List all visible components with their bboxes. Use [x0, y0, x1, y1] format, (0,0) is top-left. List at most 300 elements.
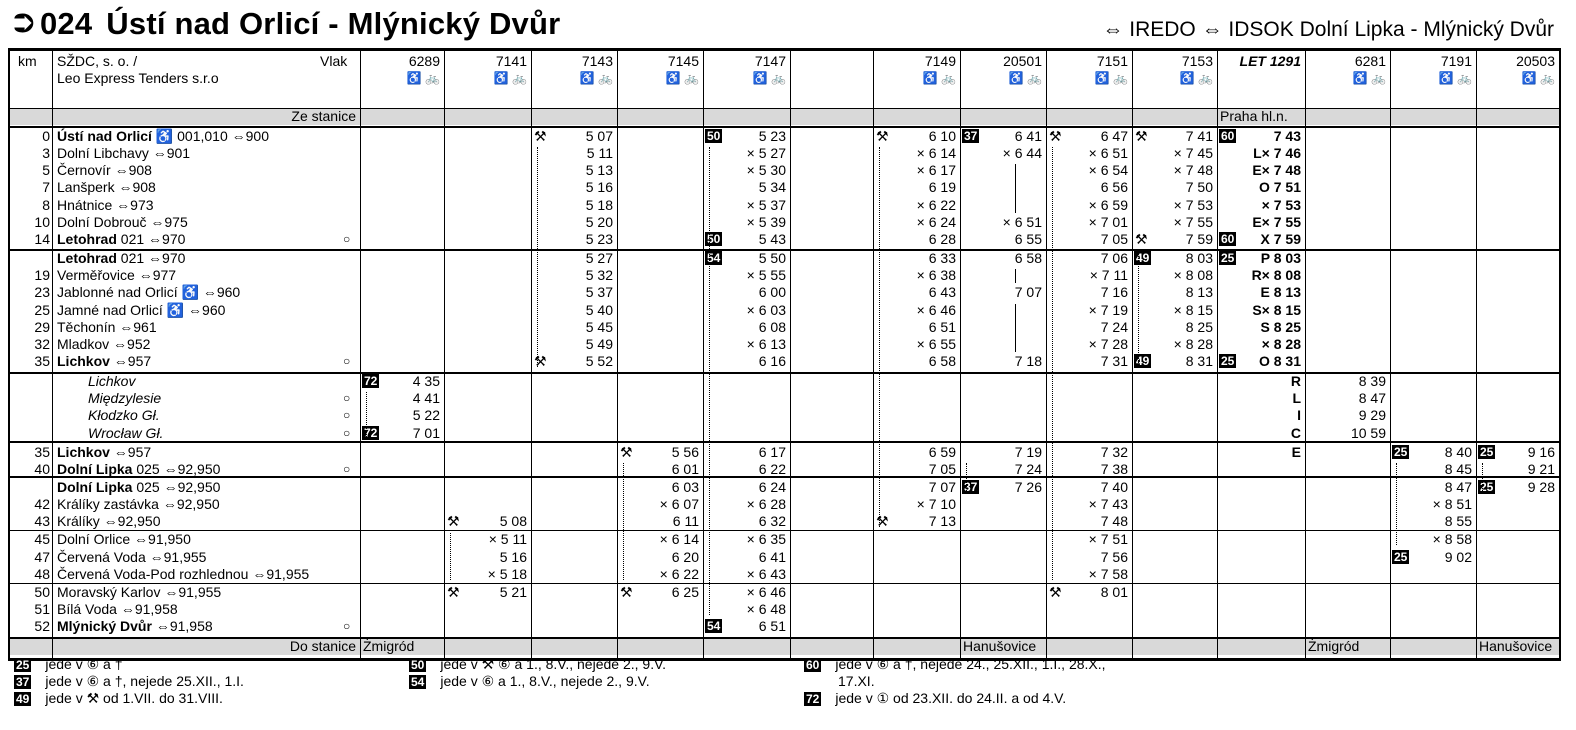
station-name: Červená Voda-Pod rozhlednou ⇔91,955 [57, 565, 310, 582]
from-station-label: Ze stanice [291, 108, 356, 124]
departure-time: 5 16 [499, 548, 527, 565]
departure-time: 6 03 [671, 479, 699, 495]
departure-time: 7 06 [1100, 250, 1128, 267]
km-value: 8 [42, 196, 50, 213]
departure-time: × 6 22 [916, 196, 956, 213]
stop-circle-icon: ○ [343, 425, 351, 440]
departure-time: × 6 46 [916, 301, 956, 318]
departure-time: 6 11 [672, 513, 699, 530]
note-badge: 25 [1480, 480, 1494, 494]
departure-time: 5 20 [585, 213, 613, 230]
departure-time: 7 56 [1100, 548, 1128, 565]
column-divider [360, 51, 361, 658]
note-badge: 60 [1221, 129, 1235, 143]
note-badge: 25 [1480, 444, 1494, 459]
train-accessibility-icons: ♿ 🚲 [1008, 71, 1042, 85]
departure-time: × 7 28 [1088, 335, 1128, 352]
km-value: 5 [42, 162, 50, 179]
note-badge: 25 [1394, 444, 1408, 459]
departure-time: 7 18 [1014, 352, 1042, 369]
departure-time: O 8 31 [1258, 352, 1301, 369]
departure-time: × 7 19 [1088, 301, 1128, 318]
departure-time: 8 47 [1358, 390, 1386, 407]
note-badge: 54 [707, 251, 721, 266]
station-name: Jablonné nad Orlicí ♿ ⇔960 [57, 284, 241, 301]
stop-circle-icon: ○ [343, 231, 351, 246]
no-stop-line [366, 392, 371, 438]
departure-time: × 6 59 [1088, 196, 1128, 213]
departure-time: × 6 55 [916, 335, 956, 352]
station-name: Bílá Voda ⇔91,958 [57, 601, 178, 618]
departure-time: R× 8 08 [1251, 267, 1301, 284]
departure-time: E 8 13 [1260, 284, 1301, 301]
departure-time: × 6 48 [746, 601, 786, 618]
no-stop-line [1052, 147, 1057, 580]
station-name: Jamné nad Orlicí ♿ ⇔960 [57, 301, 226, 318]
departure-time: 5 45 [585, 318, 613, 335]
km-value: 23 [34, 284, 50, 301]
footnote-text: jede v ① od 23.XII. do 24.II. a od 4.V. [835, 690, 1067, 706]
departure-time: 5 43 [758, 230, 786, 247]
departure-time: 6 59 [928, 443, 956, 460]
departure-time: 5 34 [758, 179, 786, 196]
footnote-text: jede v ⚒ ⑥ a 1., 8.V., nejede 2., 9.V. [440, 656, 667, 672]
train-number: 20503 [1516, 53, 1555, 69]
train-number: 7143 [581, 53, 613, 69]
km-value: 43 [34, 513, 50, 530]
departure-time: 6 24 [758, 479, 786, 495]
no-stop-line [966, 463, 971, 493]
km-value: 47 [34, 548, 50, 565]
departure-time: L [1292, 390, 1301, 407]
station-name: Lichkov ⇔957 [57, 443, 152, 460]
stop-circle-icon: ○ [343, 391, 351, 406]
departure-time: 6 41 [1014, 128, 1042, 144]
km-value: 19 [34, 267, 50, 284]
departure-time: × 6 03 [746, 301, 786, 318]
departure-time: × 5 18 [487, 565, 527, 582]
departure-time: I [1297, 407, 1301, 424]
departure-time: × 7 45 [1173, 145, 1213, 162]
train-accessibility-icons: ♿ 🚲 [579, 71, 613, 85]
no-stop-line [1396, 463, 1401, 546]
station-name: Verměřovice ⇔977 [57, 267, 177, 284]
departure-time: 6 16 [758, 352, 786, 369]
footnote-badge: 72 [806, 692, 820, 706]
departure-time: 5 07 [585, 128, 613, 144]
departure-time: 5 37 [585, 284, 613, 301]
departure-time: E× 7 55 [1252, 213, 1301, 230]
station-name: Letohrad 021 ⇔970 [57, 230, 186, 247]
departure-time: 6 32 [758, 513, 786, 530]
departure-time: O 7 51 [1258, 179, 1301, 196]
train-number: 7153 [1181, 53, 1213, 69]
departure-time: 6 25 [671, 583, 699, 600]
departure-time: 4 41 [412, 390, 440, 407]
departure-time: 7 07 [928, 479, 956, 495]
departure-time: 6 47 [1100, 128, 1128, 144]
departure-time: 6 28 [928, 230, 956, 247]
pickaxe-icon: ⚒ [1135, 230, 1148, 247]
no-stop-line [1138, 252, 1143, 367]
stop-circle-icon: ○ [343, 461, 351, 476]
departure-time: 6 51 [758, 618, 786, 635]
from-station-value: Praha hl.n. [1220, 108, 1288, 124]
train-accessibility-icons: ♿ 🚲 [752, 71, 786, 85]
to-station-label: Do stanice [289, 638, 356, 654]
footnote [804, 656, 1106, 673]
stop-circle-icon: ○ [343, 408, 351, 423]
footnote [409, 656, 666, 673]
departure-time: 7 01 [412, 424, 440, 441]
train-number: 7145 [667, 53, 699, 69]
departure-time: 7 43 [1273, 128, 1301, 144]
footnote-text: jede v ⑥ a †, nejede 24., 25.XII., 1.I., 28.X., [835, 656, 1106, 672]
route-arrow-icon: ⮊ [14, 8, 34, 38]
departure-time: S 8 25 [1260, 318, 1301, 335]
train-accessibility-icons: ♿ 🚲 [922, 71, 956, 85]
train-accessibility-icons: ♿ 🚲 [665, 71, 699, 85]
departure-time: 5 13 [585, 162, 613, 179]
departure-time: 6 08 [758, 318, 786, 335]
train-number: 7191 [1440, 53, 1472, 69]
pass-through-line [1015, 269, 1016, 283]
footnote [14, 690, 223, 707]
departure-time: 6 00 [758, 284, 786, 301]
column-divider [790, 51, 791, 658]
departure-time: × 8 28 [1173, 335, 1213, 352]
departure-time: × 5 55 [746, 267, 786, 284]
departure-time: 8 45 [1444, 460, 1472, 477]
station-name: Těchonín ⇔961 [57, 318, 157, 335]
train-number: 7141 [495, 53, 527, 69]
departure-time: × 6 07 [659, 496, 699, 513]
departure-time: × 7 43 [1088, 496, 1128, 513]
pickaxe-icon: ⚒ [534, 128, 547, 144]
departure-time: × 7 01 [1088, 213, 1128, 230]
departure-time: 5 56 [671, 443, 699, 460]
pickaxe-icon: ⚒ [620, 443, 633, 460]
departure-time: 9 02 [1444, 548, 1472, 565]
departure-time: L× 7 46 [1253, 145, 1301, 162]
train-accessibility-icons: ♿ 🚲 [1438, 71, 1472, 85]
pickaxe-icon: ⚒ [1049, 128, 1062, 144]
departure-time: 7 50 [1185, 179, 1213, 196]
pickaxe-icon: ⚒ [447, 583, 460, 600]
station-name: Hnátnice ⇔973 [57, 196, 154, 213]
departure-time: 6 17 [758, 443, 786, 460]
pass-through-line [1015, 304, 1016, 352]
departure-time: 5 32 [585, 267, 613, 284]
footnote [838, 673, 875, 690]
departure-time: E× 7 48 [1252, 162, 1301, 179]
km-value: 7 [42, 179, 50, 196]
departure-time: × 6 24 [916, 213, 956, 230]
train-number: 20501 [1003, 53, 1042, 69]
km-value: 35 [34, 443, 50, 460]
departure-time: × 6 13 [746, 335, 786, 352]
departure-time: S× 8 15 [1252, 301, 1301, 318]
column-divider [1305, 51, 1306, 658]
station-name: Kłodzko Gł. [88, 407, 160, 424]
departure-time: × 6 44 [1002, 145, 1042, 162]
departure-time: 8 47 [1444, 479, 1472, 495]
departure-time: × 6 54 [1088, 162, 1128, 179]
km-header: km [18, 53, 37, 69]
departure-time: 10 59 [1350, 424, 1386, 441]
departure-time: 8 01 [1100, 583, 1128, 600]
departure-time: 5 49 [585, 335, 613, 352]
train-number: 7149 [924, 53, 956, 69]
departure-time: 5 16 [585, 179, 613, 196]
station-name: Dolní Dobrouč ⇔975 [57, 213, 188, 230]
departure-time: 7 32 [1100, 443, 1128, 460]
no-stop-line [537, 147, 542, 367]
column-divider [1390, 51, 1391, 658]
km-value: 10 [34, 213, 50, 230]
note-badge: 25 [1221, 251, 1235, 266]
departure-time: 6 51 [928, 318, 956, 335]
departure-time: 7 24 [1014, 460, 1042, 477]
km-value: 35 [34, 352, 50, 369]
departure-time: 8 55 [1444, 513, 1472, 530]
pickaxe-icon: ⚒ [876, 513, 889, 530]
departure-time: × 7 53 [1173, 196, 1213, 213]
departure-time: 7 31 [1100, 352, 1128, 369]
station-name: Letohrad 021 ⇔970 [57, 250, 186, 267]
note-badge: 37 [964, 480, 978, 494]
departure-time: 7 41 [1185, 128, 1213, 144]
km-value: 14 [34, 230, 50, 247]
departure-time: × 8 08 [1173, 267, 1213, 284]
km-value: 45 [34, 531, 50, 548]
column-divider [1476, 51, 1477, 658]
train-number: 6281 [1354, 53, 1386, 69]
train-accessibility-icons: ♿ 🚲 [1179, 71, 1213, 85]
note-badge: 25 [1394, 549, 1408, 564]
pickaxe-icon: ⚒ [1049, 583, 1062, 600]
station-name: Králíky zastávka ⇔92,950 [57, 496, 220, 513]
km-value: 0 [42, 128, 50, 144]
footnote [14, 673, 244, 690]
departure-time: 5 11 [586, 145, 613, 162]
footnote-text: jede v ⑥ a †, nejede 25.XII., 1.I. [45, 673, 244, 689]
departure-time: × 5 27 [746, 145, 786, 162]
departure-time: 6 55 [1014, 230, 1042, 247]
departure-time: × 8 15 [1173, 301, 1213, 318]
departure-time: 5 40 [585, 301, 613, 318]
timetable-grid [8, 48, 1561, 661]
departure-time: 8 25 [1185, 318, 1213, 335]
station-name: Ústí nad Orlicí ♿ 001,010 ⇔900 [57, 128, 269, 144]
footnote [804, 690, 1066, 707]
departure-time: 8 13 [1185, 284, 1213, 301]
footnote-text: jede v ⑥ a 1., 8.V., nejede 2., 9.V. [440, 673, 650, 689]
to-station-value: Żmigród [363, 638, 415, 654]
note-badge: 60 [1221, 231, 1235, 246]
note-badge: 50 [707, 129, 721, 143]
departure-time: × 6 22 [659, 565, 699, 582]
departure-time: 6 22 [758, 460, 786, 477]
departure-time: 9 16 [1527, 443, 1555, 460]
note-badge: 72 [364, 425, 378, 440]
station-name: Lanšperk ⇔908 [57, 179, 156, 196]
to-station-value: Hanušovice [963, 638, 1037, 654]
departure-time: 7 48 [1100, 513, 1128, 530]
departure-time: 6 10 [928, 128, 956, 144]
departure-time: × 7 11 [1089, 267, 1128, 284]
departure-time: 7 13 [928, 513, 956, 530]
row-divider [10, 108, 1559, 109]
departure-time: 8 40 [1444, 443, 1472, 460]
train-accessibility-icons: ♿ 🚲 [1094, 71, 1128, 85]
departure-time: × 8 28 [1261, 335, 1301, 352]
departure-time: R [1290, 373, 1301, 390]
departure-time: 8 03 [1185, 250, 1213, 267]
departure-time: × 7 53 [1261, 196, 1301, 213]
station-name: Lichkov ⇔957 [57, 352, 152, 369]
km-value: 29 [34, 318, 50, 335]
departure-time: 5 50 [758, 250, 786, 267]
note-badge: 54 [707, 619, 721, 634]
departure-time: × 5 30 [746, 162, 786, 179]
departure-time: × 7 10 [916, 496, 956, 513]
footnote [409, 673, 650, 690]
train-accessibility-icons: ♿ 🚲 [406, 71, 440, 85]
km-value: 52 [34, 618, 50, 635]
departure-time: 6 58 [1014, 250, 1042, 267]
footnote-badge: 60 [806, 658, 820, 672]
departure-time: 6 19 [928, 179, 956, 196]
train-number: 7151 [1096, 53, 1128, 69]
km-value: 48 [34, 565, 50, 582]
departure-time: × 5 39 [746, 213, 786, 230]
departure-time: 5 23 [758, 128, 786, 144]
departure-time: 7 38 [1100, 460, 1128, 477]
departure-time: X 7 59 [1260, 230, 1301, 247]
km-value: 25 [34, 301, 50, 318]
departure-time: × 6 38 [916, 267, 956, 284]
departure-time: × 6 14 [916, 145, 956, 162]
station-name: Międzylesie [88, 390, 162, 407]
train-accessibility-icons: ♿ 🚲 [493, 71, 527, 85]
departure-time: 6 58 [928, 352, 956, 369]
departure-time: 6 20 [671, 548, 699, 565]
km-value: 40 [34, 460, 50, 477]
no-stop-line [709, 147, 714, 615]
station-name: Černovír ⇔908 [57, 162, 152, 179]
no-stop-line [450, 533, 455, 579]
km-value: 51 [34, 601, 50, 618]
station-name: Mladkov ⇔952 [57, 335, 151, 352]
no-stop-line [623, 463, 628, 580]
footnote-badge: 25 [16, 658, 30, 672]
departure-time: 5 23 [585, 230, 613, 247]
train-accessibility-icons: ♿ 🚲 [1352, 71, 1386, 85]
pickaxe-icon: ⚒ [447, 513, 460, 530]
departure-time: 9 21 [1527, 460, 1555, 477]
departure-time: E [1291, 443, 1301, 460]
departure-time: 6 33 [928, 250, 956, 267]
departure-time: 7 19 [1014, 443, 1042, 460]
departure-time: × 6 43 [746, 565, 786, 582]
km-column-divider [52, 51, 53, 658]
departure-time: × 6 46 [746, 583, 786, 600]
train-number: 6289 [408, 53, 440, 69]
departure-time: × 6 14 [659, 531, 699, 548]
departure-time: × 6 51 [1088, 145, 1128, 162]
to-station-value: Hanušovice [1479, 638, 1553, 654]
departure-time: 5 52 [585, 352, 613, 369]
from-station-band [10, 108, 1559, 125]
no-stop-line [879, 147, 884, 527]
departure-time: × 7 55 [1173, 213, 1213, 230]
departure-time: 6 01 [671, 460, 699, 477]
departure-time: × 6 35 [746, 531, 786, 548]
departure-time: P 8 03 [1260, 250, 1301, 267]
stop-circle-icon: ○ [343, 353, 351, 368]
timetable-number: 024 [39, 6, 93, 41]
stop-circle-icon: ○ [343, 619, 351, 634]
no-stop-line [1482, 463, 1487, 493]
pickaxe-icon: ⚒ [1135, 128, 1148, 144]
km-value: 42 [34, 496, 50, 513]
departure-time: 7 24 [1100, 318, 1128, 335]
departure-time: 9 28 [1527, 479, 1555, 495]
train-number: 7147 [754, 53, 786, 69]
station-name: Králíky ⇔92,950 [57, 513, 161, 530]
tariff-info: ⇔ IREDO ⇔ IDSOK Dolní Lipka - Mlýnický Dvůr [1102, 18, 1554, 41]
departure-time: × 7 48 [1173, 162, 1213, 179]
note-badge: 25 [1221, 353, 1235, 368]
station-name: Dolní Lipka 025 ⇔92,950 [57, 479, 221, 495]
note-badge: 50 [707, 231, 721, 246]
departure-time: 7 26 [1014, 479, 1042, 495]
note-badge: 37 [964, 129, 978, 143]
footnote-badge: 49 [16, 692, 30, 706]
note-badge: 49 [1136, 251, 1150, 266]
pickaxe-icon: ⚒ [534, 352, 547, 369]
train-accessibility-icons: ♿ 🚲 [1521, 71, 1555, 85]
station-name: Moravský Karlov ⇔91,955 [57, 583, 222, 600]
to-station-value: Żmigród [1308, 638, 1360, 654]
departure-time: 7 05 [928, 460, 956, 477]
departure-time: 6 43 [928, 284, 956, 301]
footnote-badge: 54 [411, 675, 425, 689]
departure-time: × 8 58 [1432, 531, 1472, 548]
note-badge: 72 [364, 374, 378, 389]
departure-time: × 7 51 [1088, 531, 1128, 548]
departure-time: 5 18 [585, 196, 613, 213]
station-name: Červená Voda ⇔91,955 [57, 548, 207, 565]
station-name: Lichkov [88, 373, 136, 390]
departure-time: 7 40 [1100, 479, 1128, 495]
station-name: Dolní Lipka 025 ⇔92,950 [57, 460, 221, 477]
departure-time: 7 16 [1100, 284, 1128, 301]
departure-time: 6 41 [758, 548, 786, 565]
footnote-badge: 50 [411, 658, 425, 672]
footnote-badge: 37 [16, 675, 30, 689]
departure-time: × 6 28 [746, 496, 786, 513]
departure-time: × 5 11 [488, 531, 527, 548]
operator-line-2: Leo Express Tenders s.r.o [57, 70, 219, 86]
note-badge: 49 [1136, 353, 1150, 368]
station-name: Dolní Libchavy ⇔901 [57, 145, 191, 162]
departure-time: 4 35 [412, 373, 440, 390]
pickaxe-icon: ⚒ [876, 128, 889, 144]
departure-time: 5 21 [499, 583, 527, 600]
km-value: 3 [42, 145, 50, 162]
